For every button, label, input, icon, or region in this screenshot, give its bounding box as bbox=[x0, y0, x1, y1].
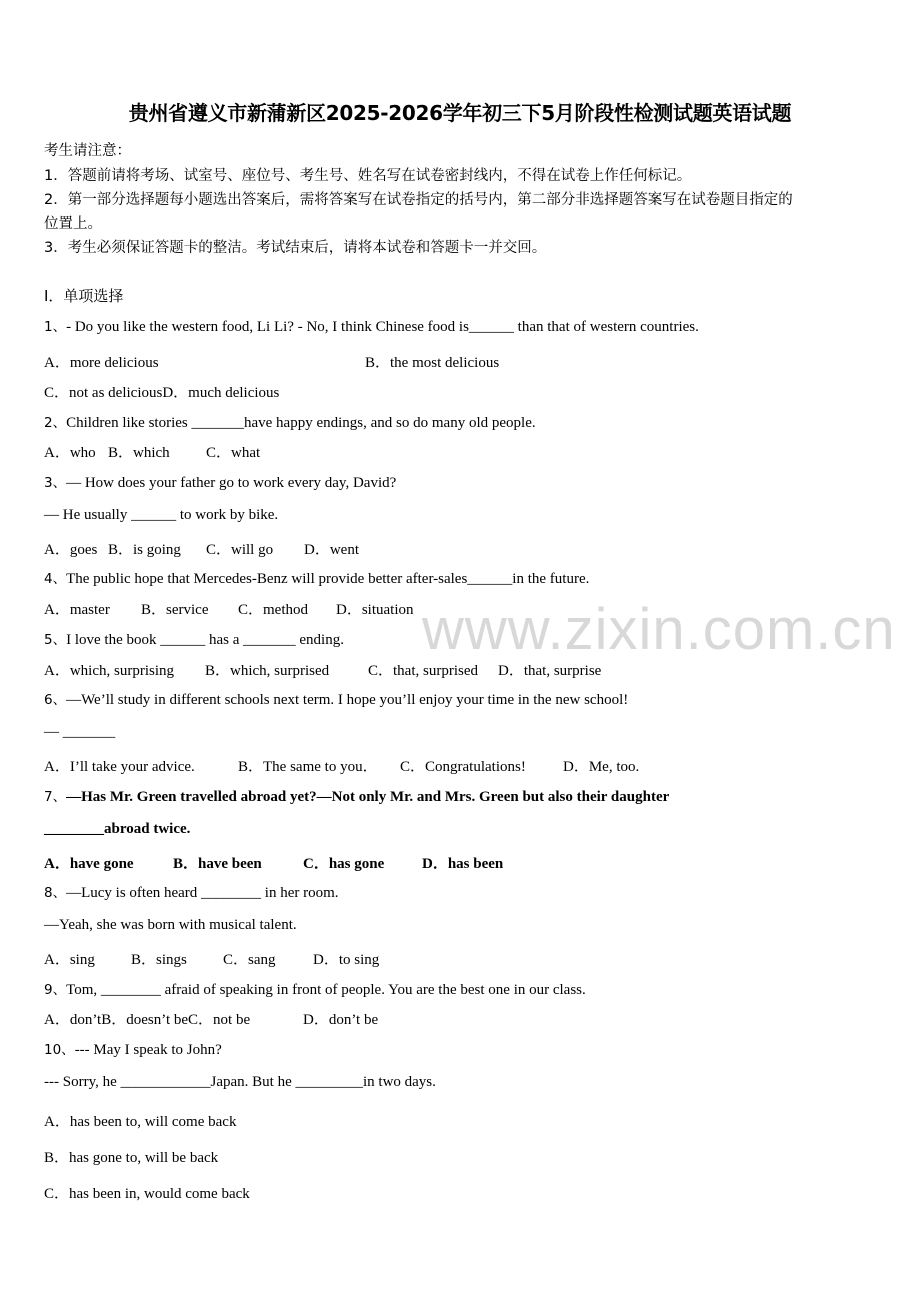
q9-option-abc: A．don’tB．doesn’t beC．not be bbox=[44, 1012, 251, 1028]
q6-option-d: D．Me, too. bbox=[563, 759, 640, 775]
q10-option-c: C．has been in, would come back bbox=[44, 1186, 250, 1202]
q6-option-a: A．I’ll take your advice. bbox=[44, 759, 195, 775]
q2-option-c: C．what bbox=[206, 445, 261, 461]
question-3: 3、— How does your father go to work every day, David? bbox=[44, 475, 397, 491]
question-2: 2、Children like stories _______have happy endings, and so do many old people. bbox=[44, 415, 536, 431]
q3-option-a: A．goes bbox=[44, 542, 98, 558]
question-5: 5、I love the book ______ has a _______ ending. bbox=[44, 632, 344, 648]
question-10: 10、--- May I speak to John? bbox=[44, 1042, 222, 1058]
q7-option-c: C．has gone bbox=[303, 856, 385, 872]
question-9: 9、Tom, ________ afraid of speaking in front of people. You are the best one in our class. bbox=[44, 982, 586, 998]
q6-option-b: B．The same to you． bbox=[238, 759, 378, 775]
q7-option-d: D．has been bbox=[422, 856, 504, 872]
q3-option-b: B．is going bbox=[108, 542, 181, 558]
notice-heading: 考生请注意： bbox=[44, 143, 131, 159]
question-3-line2: — He usually ______ to work by bike. bbox=[44, 507, 279, 523]
question-10-line2: --- Sorry, he ____________Japan. But he _________in two days. bbox=[44, 1074, 436, 1090]
question-7-line2: ________abroad twice. bbox=[44, 821, 191, 837]
watermark: www.zixin.com.cn bbox=[422, 597, 896, 662]
section-title: Ⅰ．单项选择 bbox=[44, 287, 124, 305]
q5-option-d: D．that, surprise bbox=[498, 663, 602, 679]
question-7: 7、—Has Mr. Green travelled abroad yet?—Not only Mr. and Mrs. Green but also their daughter bbox=[44, 789, 670, 805]
q3-option-d: D．went bbox=[304, 542, 359, 558]
question-6-line2: — _______ bbox=[44, 724, 116, 740]
q8-option-c: C．sang bbox=[223, 952, 276, 968]
q6-option-c: C．Congratulations! bbox=[400, 759, 526, 775]
q7-option-a: A．have gone bbox=[44, 856, 134, 872]
notice-item-3: 3．考生必须保证答题卡的整洁。考试结束后，请将本试卷和答题卡一并交回。 bbox=[44, 240, 547, 256]
q1-option-cd: C．not as deliciousD．much delicious bbox=[44, 385, 280, 401]
notice-item-1: 1．答题前请将考场、试室号、座位号、考生号、姓名写在试卷密封线内，不得在试卷上作任何标记。 bbox=[44, 168, 692, 184]
q4-option-d: D．situation bbox=[336, 602, 414, 618]
q1-option-a: A．more delicious bbox=[44, 355, 159, 371]
question-8: 8、—Lucy is often heard ________ in her room. bbox=[44, 885, 339, 901]
q5-option-b: B．which, surprised bbox=[205, 663, 330, 679]
question-4: 4、The public hope that Mercedes-Benz will provide better after-sales______in the future. bbox=[44, 571, 590, 587]
q2-option-a: A．who bbox=[44, 445, 96, 461]
question-1: 1、- Do you like the western food, Li Li? - No, I think Chinese food is______ than that of western countries. bbox=[44, 319, 699, 335]
question-6: 6、—We’ll study in different schools next term. I hope you’ll enjoy your time in the new school! bbox=[44, 692, 629, 708]
q8-option-a: A．sing bbox=[44, 952, 95, 968]
q10-option-b: B．has gone to, will be back bbox=[44, 1150, 219, 1166]
exam-title: 贵州省遵义市新蒲新区2025-2026学年初三下5月阶段性检测试题英语试题 bbox=[128, 101, 792, 125]
q9-option-d: D．don’t be bbox=[303, 1012, 379, 1028]
q1-option-b: B．the most delicious bbox=[365, 355, 500, 371]
q7-option-b: B．have been bbox=[173, 856, 262, 872]
q3-option-c: C．will go bbox=[206, 542, 274, 558]
question-8-line2: —Yeah, she was born with musical talent. bbox=[44, 917, 297, 933]
q4-option-c: C．method bbox=[238, 602, 308, 618]
q4-option-b: B．service bbox=[141, 602, 209, 618]
q5-option-c: C．that, surprised bbox=[368, 663, 478, 679]
q2-option-b: B．which bbox=[108, 445, 170, 461]
notice-item-2-cont: 位置上。 bbox=[44, 216, 102, 232]
q8-option-d: D．to sing bbox=[313, 952, 380, 968]
q4-option-a: A．master bbox=[44, 602, 110, 618]
notice-item-2: 2．第一部分选择题每小题选出答案后，需将答案写在试卷指定的括号内，第二部分非选择题答案写在试卷题目指定的 bbox=[44, 192, 793, 208]
q8-option-b: B．sings bbox=[131, 952, 187, 968]
q5-option-a: A．which, surprising bbox=[44, 663, 174, 679]
q10-option-a: A．has been to, will come back bbox=[44, 1114, 237, 1130]
